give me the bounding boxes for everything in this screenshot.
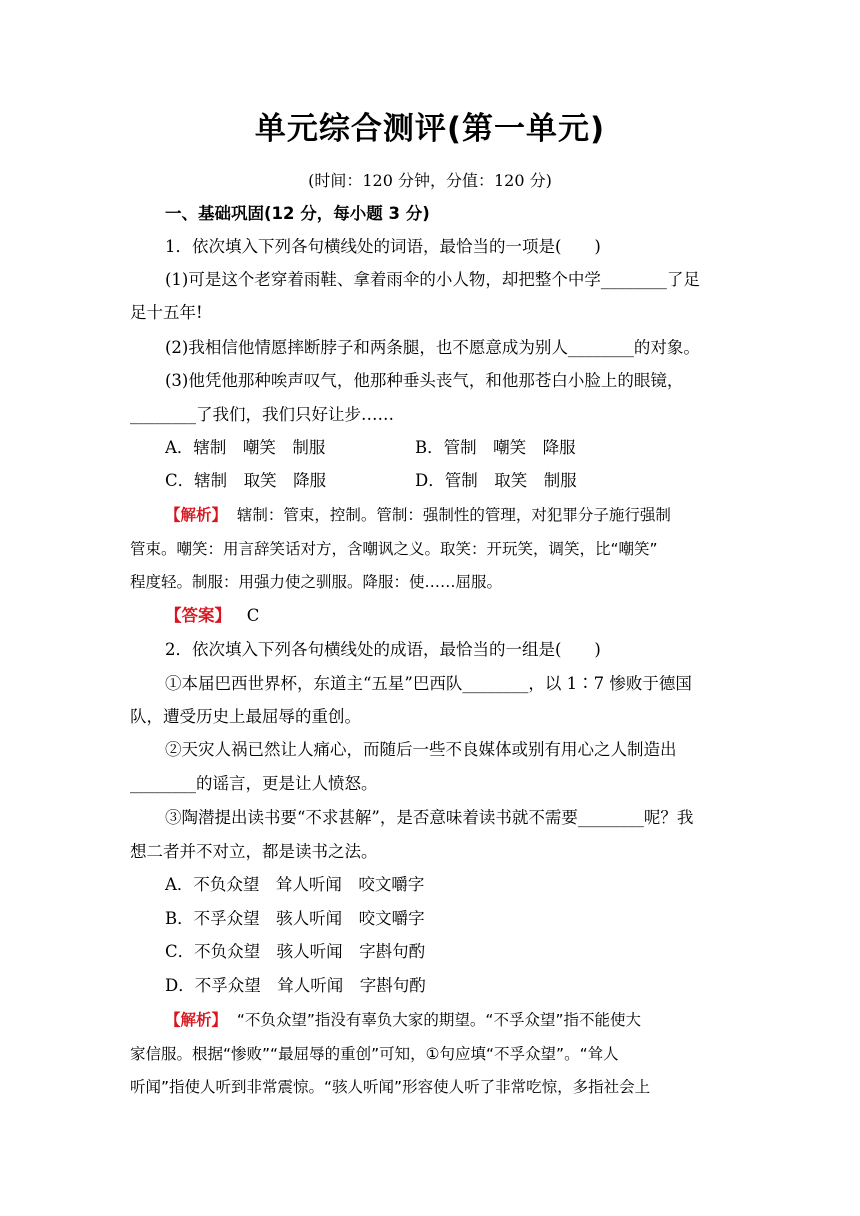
q2-analysis-line-3: 听闻”指使人听到非常震惊。“骇人听闻”形容使人听了非常吃惊，多指社会上 <box>130 1078 651 1096</box>
q1-answer <box>165 604 765 628</box>
q2-option-a: A．不负众望 耸人听闻 咬文嚼字 <box>165 875 425 894</box>
answer-tag: 【答案】 <box>165 606 231 625</box>
q2-analysis-line-1 <box>165 1008 765 1032</box>
q1-analysis-line-1 <box>165 503 765 527</box>
q2-analysis-line-2: 家信服。根据“惨败”“最屈辱的重创”可知，①句应填“不孚众望”。“耸人 <box>130 1045 619 1063</box>
q1-analysis-line-3: 程度轻。制服：用强力使之驯服。降服：使……屈服。 <box>130 573 503 591</box>
q1-sentence-3-cont: ________了我们，我们只好让步…… <box>130 405 394 424</box>
q1-option-b: B．管制 嘲笑 降服 <box>415 438 576 457</box>
q1-option-a: A．辖制 嘲笑 制服 <box>165 438 326 457</box>
q1-option-c: C．辖制 取笑 降服 <box>165 471 327 490</box>
q2-option-b: B．不孚众望 骇人听闻 咬文嚼字 <box>165 909 425 928</box>
q1-analysis-line-2: 管束。嘲笑：用言辞笑话对方，含嘲讽之义。取笑：开玩笑，调笑，比“嘲笑” <box>130 540 658 558</box>
q2-sentence-3: ③陶潜提出读书要“不求甚解”，是否意味着读书就不需要________呢？我 <box>165 808 694 827</box>
q1-sentence-3: (3)他凭他那种唉声叹气，他那种垂头丧气，和他那苍白小脸上的眼镜， <box>165 371 684 390</box>
q2-option-d: D．不孚众望 耸人听闻 字斟句酌 <box>165 976 426 995</box>
section-heading: 一、基础巩固(12 分，每小题 3 分) <box>165 204 430 223</box>
question-1-stem: 1．依次填入下列各句横线处的词语，最恰当的一项是( ) <box>165 237 601 256</box>
q1-sentence-1 <box>165 268 730 292</box>
q2-sentence-2-cont: ________的谣言，更是让人愤怒。 <box>130 774 378 793</box>
time-score-info: (时间：120 分钟，分值：120 分) <box>308 171 552 190</box>
q2-sentence-3-cont: 想二者并不对立，都是读书之法。 <box>130 842 378 861</box>
page-title: 单元综合测评(第一单元) <box>254 111 606 147</box>
q2-option-c: C．不负众望 骇人听闻 字斟句酌 <box>165 942 426 961</box>
q1-option-d: D．管制 取笑 制服 <box>415 471 577 490</box>
q1-options-row-1 <box>165 436 765 460</box>
q2-analysis-text-1: “不负众望”指没有辜负大家的期望。“不孚众望”指不能使大 <box>236 1011 641 1029</box>
q2-sentence-1: ①本届巴西世界杯，东道主“五星”巴西队________，以 1∶7 惨败于德国 <box>165 674 692 693</box>
q1-sentence-1-text: (1)可是这个老穿着雨鞋、拿着雨伞的小人物，却把整个中学________了足 <box>165 270 700 289</box>
analysis-tag: 【解析】 <box>165 1011 228 1029</box>
q1-answer-value: C <box>246 606 260 625</box>
q1-analysis-text-1: 辖制：管束，控制。管制：强制性的管理，对犯罪分子施行强制 <box>236 506 671 524</box>
q1-sentence-1-cont: 足十五年! <box>130 303 203 322</box>
q1-sentence-2: (2)我相信他情愿摔断脖子和两条腿，也不愿意成为别人________的对象。 <box>165 338 700 357</box>
q2-sentence-1-cont: 队，遭受历史上最屈辱的重创。 <box>130 707 361 726</box>
q1-options-row-2 <box>165 469 765 493</box>
analysis-tag: 【解析】 <box>165 506 228 524</box>
question-2-stem: 2．依次填入下列各句横线处的成语，最恰当的一组是( ) <box>165 640 601 659</box>
q2-sentence-2: ②天灾人祸已然让人痛心，而随后一些不良媒体或别有用心之人制造出 <box>165 740 677 759</box>
